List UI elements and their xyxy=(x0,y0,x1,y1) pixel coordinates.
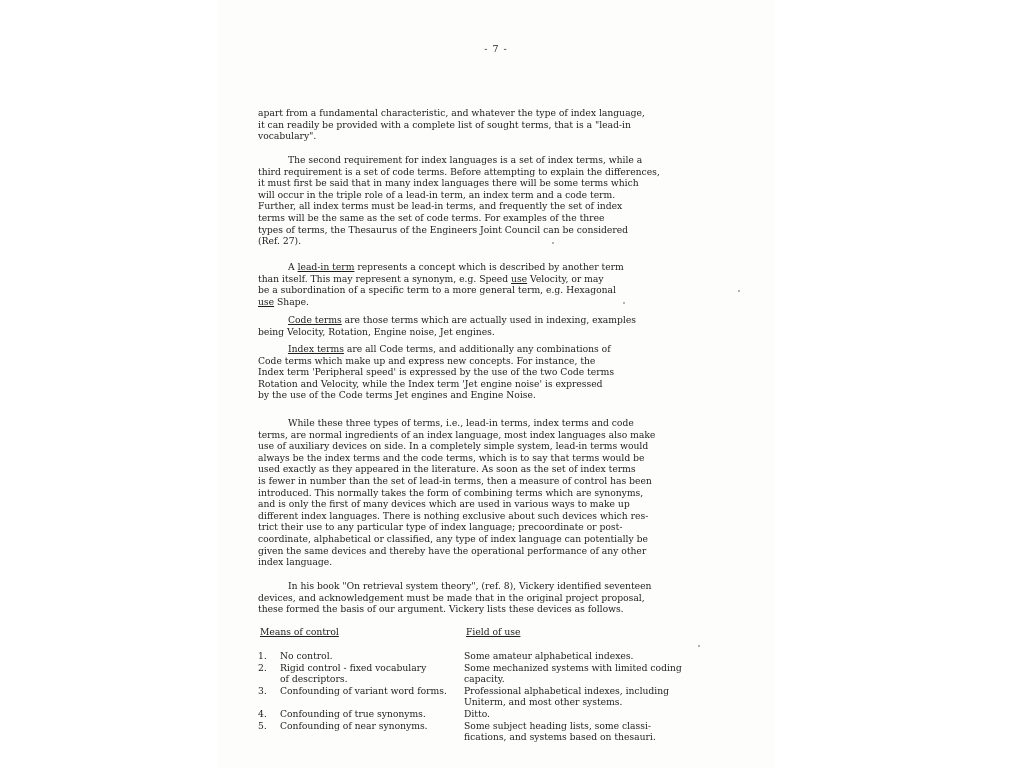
item-means: Rigid control - fixed vocabulary of descriptors. xyxy=(280,662,427,686)
list-item xyxy=(258,721,718,744)
devices-list xyxy=(258,651,718,744)
paragraph-code-terms xyxy=(258,315,710,338)
document-page xyxy=(218,0,774,768)
scan-speck xyxy=(552,242,554,244)
text-segment: Velocity, or may be a subordination of a specific term to a more general term, e.g. Hexagonal xyxy=(258,273,616,297)
scan-speck xyxy=(738,290,740,292)
item-field: Professional alphabetical indexes, including Uniterm, and most other systems. xyxy=(464,685,670,709)
item-field: Some subject heading lists, some classi- fications, and systems based on thesauri. xyxy=(464,720,656,744)
term-lead-in: lead-in term xyxy=(297,262,355,273)
keyword-use: use xyxy=(511,273,528,285)
list-item xyxy=(258,663,718,686)
item-number: 3. xyxy=(258,685,267,697)
column-header-field-of-use: Field of use xyxy=(466,627,521,638)
term-code-terms: Code terms xyxy=(288,315,342,326)
item-field: Ditto. xyxy=(464,708,490,720)
text-segment: represents a concept which is described by another term than itself. This may represent a synonym, e.g. Speed xyxy=(258,262,624,285)
text-segment: are all Code terms, and additionally any combinations of Code terms which make up and express new concepts. For instance, the Index term 'Peripheral speed' is expressed by the use of the two Code terms Rotation and Velocity, while the Index term 'Jet engine noise' is expressed by the use of the Code terms Jet engines and Engine Noise. xyxy=(258,344,615,402)
list-item xyxy=(258,686,718,709)
item-means: Confounding of near synonyms. xyxy=(280,720,428,732)
item-field: Some amateur alphabetical indexes. xyxy=(464,651,634,662)
item-number: 1. xyxy=(258,651,267,662)
paragraph-lead-in-term xyxy=(258,262,710,308)
paragraph-vickery: In his book "On retrieval system theory", (ref. 8), Vickery identified seventeen devices, and acknowledgement must be made that in the original project proposal, these formed the basis of our argument. Vickery lists these devices as follows. xyxy=(258,581,652,616)
scan-speck xyxy=(623,302,625,304)
text-segment: A xyxy=(288,262,298,273)
list-item xyxy=(258,651,718,663)
paragraph-intro: apart from a fundamental characteristic, and whatever the type of index language, it can readily be provided with a complete list of sought terms, that is a "lead-in vocabulary". xyxy=(258,108,645,143)
item-means: Confounding of variant word forms. xyxy=(280,685,447,697)
page-number: - 7 - xyxy=(484,44,508,55)
item-means: Confounding of true synonyms. xyxy=(280,708,426,720)
paragraph-index-terms xyxy=(258,344,710,402)
item-number: 4. xyxy=(258,708,267,720)
text-segment: are those terms which are actually used in indexing, examples being Velocity, Rotation, Engine noise, Jet engines. xyxy=(258,315,636,338)
item-field: Some mechanized systems with limited coding capacity. xyxy=(464,662,682,686)
keyword-use: use xyxy=(258,296,275,308)
term-index-terms: Index terms xyxy=(288,344,344,355)
paragraph-auxiliary-devices: While these three types of terms, i.e., lead-in terms, index terms and code terms, are normal ingredients of an index language, most index languages also make use of auxiliary devices on side. In a completely simple system, lead-in terms would always be the index terms and the code terms, which is to say that terms would be used exactly as they appeared in the literature. As soon as the set of index terms is fewer in number than the set of lead-in terms, then a measure of control has been introduced. This normally takes the form of combining terms which are synonyms, and is only the first of many devices which are used in various ways to make up different index languages. There is nothing exclusive about such devices which res- trict their use to any particular type of index language; precoordinate or post- coordinate, alphabetical or classified, any type of index language can potentially be given the same devices and thereby have the operational performance of any other index language. xyxy=(258,418,656,569)
scan-speck xyxy=(698,645,700,647)
item-number: 5. xyxy=(258,720,267,732)
item-number: 2. xyxy=(258,662,267,674)
column-header-means-of-control: Means of control xyxy=(260,627,339,638)
paragraph-requirements: The second requirement for index languages is a set of index terms, while a third requirement is a set of code terms. Before attempting to explain the differences, it must first be said that in many index languages there will be some terms which will occur in the triple role of a lead-in term, an index term and a code term. Further, all index terms must be lead-in terms, and frequently the set of index terms will be the same as the set of code terms. For examples of the three types of terms, the Thesaurus of the Engineers Joint Council can be considered (Ref. 27). xyxy=(258,155,660,248)
list-item xyxy=(258,709,718,721)
item-means: No control. xyxy=(280,651,333,662)
text-segment: Shape. xyxy=(274,296,309,308)
